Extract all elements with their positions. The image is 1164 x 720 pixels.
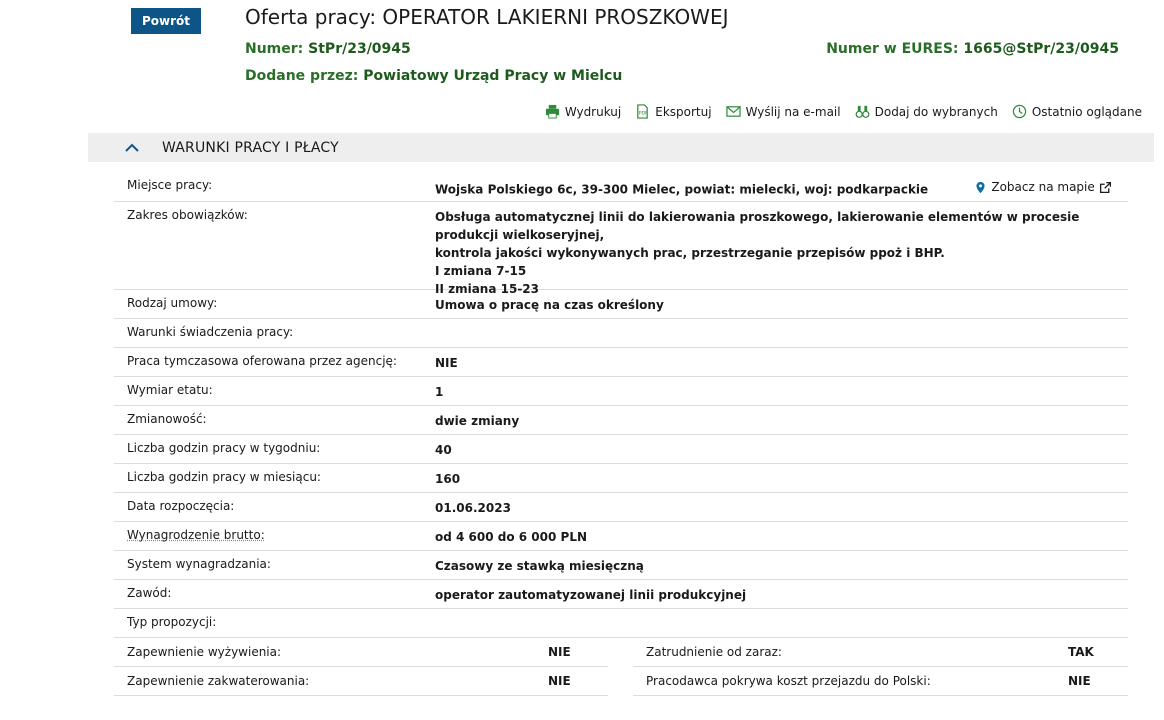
- svg-text:PDF: PDF: [639, 111, 649, 117]
- table-row: [114, 667, 1128, 696]
- proposal-details: [114, 638, 1128, 696]
- table-row: [114, 377, 1128, 406]
- row-label: Wymiar etatu:: [127, 383, 213, 397]
- row-value: Czasowy ze stawką miesięczną: [435, 559, 644, 573]
- row-label: Typ propozycji:: [127, 615, 217, 629]
- row-label: Pracodawca pokrywa koszt przejazdu do Polski:: [646, 674, 931, 688]
- export-label: Eksportuj: [655, 104, 712, 119]
- table-row: [114, 522, 1128, 551]
- offer-number-value: StPr/23/0945: [308, 41, 411, 57]
- row-value: NIE: [1068, 674, 1091, 688]
- table-row: [114, 609, 1128, 638]
- row-label: Data rozpoczęcia:: [127, 499, 235, 513]
- row-label: Rodzaj umowy:: [127, 296, 218, 310]
- add-favorite-button[interactable]: [855, 104, 998, 119]
- table-row: [114, 202, 1128, 296]
- duties-line: II zmiana 15-23: [435, 282, 540, 296]
- envelope-icon: [726, 104, 741, 119]
- export-button[interactable]: [635, 104, 711, 119]
- row-value: od 4 600 do 6 000 PLN: [435, 530, 588, 544]
- row-label: Zmianowość:: [127, 412, 207, 426]
- email-button[interactable]: [726, 104, 841, 119]
- table-row: [114, 290, 1128, 319]
- email-label: Wyślij na e-mail: [745, 104, 841, 119]
- row-value: Umowa o pracę na czas określony: [435, 298, 664, 312]
- row-label: Liczba godzin pracy w tygodniu:: [127, 441, 321, 455]
- half-row-meals: [114, 638, 608, 667]
- map-pin-icon: [974, 181, 987, 194]
- table-row: [114, 348, 1128, 377]
- row-label: Zatrudnienie od zaraz:: [646, 645, 782, 659]
- toolbar: [545, 104, 1142, 119]
- external-link-icon: [1099, 181, 1112, 194]
- row-value: 160: [435, 472, 461, 486]
- table-row: [114, 435, 1128, 464]
- row-value: NIE: [548, 674, 571, 688]
- table-row: [114, 172, 1128, 202]
- row-label: Miejsce pracy:: [127, 178, 213, 192]
- print-button[interactable]: [545, 104, 621, 119]
- row-value: operator zautomatyzowanej linii produkcyjnej: [435, 588, 747, 602]
- page-title: Oferta pracy: OPERATOR LAKIERNI PROSZKOWEJ: [245, 5, 729, 29]
- row-label: Zakres obowiązków:: [127, 208, 248, 222]
- export-pdf-icon: [635, 104, 650, 119]
- back-button[interactable]: Powrót: [131, 8, 201, 34]
- row-value: [435, 609, 1128, 615]
- row-value: dwie zmiany: [435, 414, 520, 428]
- row-value: 40: [435, 443, 452, 457]
- row-value: TAK: [1068, 645, 1094, 659]
- section-header[interactable]: [88, 133, 1154, 162]
- added-by-label: Dodane przez:: [245, 68, 359, 84]
- binoculars-icon: [855, 104, 870, 119]
- table-row: [114, 406, 1128, 435]
- duties-line: kontrola jakości wykonywanych prac, przestrzeganie przepisów ppoż i BHP.: [435, 246, 945, 260]
- row-value: NIE: [435, 356, 458, 370]
- recently-viewed-button[interactable]: [1012, 104, 1142, 119]
- eures-number-label: Numer w EURES:: [826, 41, 959, 57]
- chevron-up-icon[interactable]: [124, 140, 140, 156]
- row-value: NIE: [548, 645, 571, 659]
- row-value: 1: [435, 385, 444, 399]
- eures-number: [826, 41, 1119, 57]
- workplace-address: Wojska Polskiego 6c, 39-300 Mielec, powiat: mielecki, woj: podkarpackie: [435, 182, 929, 197]
- offer-number: [245, 41, 411, 57]
- table-row: [114, 638, 1128, 667]
- offer-number-label: Numer:: [245, 41, 304, 57]
- map-link-label: Zobacz na mapie: [991, 180, 1095, 194]
- clock-icon: [1012, 104, 1027, 119]
- section-title: WARUNKI PRACY I PŁACY: [162, 139, 339, 156]
- row-value: [435, 202, 1128, 298]
- eures-number-value: 1665@StPr/23/0945: [963, 41, 1119, 57]
- half-row-accommodation: [114, 667, 608, 696]
- map-link[interactable]: [974, 178, 1111, 196]
- row-label: Praca tymczasowa oferowana przez agencję:: [127, 354, 397, 368]
- table-row: [114, 464, 1128, 493]
- table-row: [114, 319, 1128, 348]
- duties-line: I zmiana 7-15: [435, 264, 527, 278]
- print-label: Wydrukuj: [564, 104, 622, 119]
- row-label: System wynagradzania:: [127, 557, 271, 571]
- recently-viewed-label: Ostatnio oglądane: [1031, 104, 1142, 119]
- table-row: [114, 551, 1128, 580]
- row-value: [435, 319, 1128, 325]
- salary-label[interactable]: Wynagrodzenie brutto:: [127, 528, 265, 542]
- added-by-value: Powiatowy Urząd Pracy w Mielcu: [363, 68, 623, 84]
- printer-icon: [545, 104, 560, 119]
- row-label: Zawód:: [127, 586, 172, 600]
- add-favorite-label: Dodaj do wybranych: [874, 104, 998, 119]
- half-row-immediate: [633, 638, 1128, 667]
- row-label: [114, 522, 435, 542]
- row-value: 01.06.2023: [435, 501, 511, 515]
- table-row: [114, 493, 1128, 522]
- table-row: [114, 580, 1128, 609]
- row-label: Liczba godzin pracy w miesiącu:: [127, 470, 321, 484]
- row-label: Zapewnienie wyżywienia:: [127, 645, 282, 659]
- row-label: Zapewnienie zakwaterowania:: [127, 674, 310, 688]
- row-value: [435, 172, 1128, 199]
- half-row-travel: [633, 667, 1128, 696]
- row-label: Warunki świadczenia pracy:: [127, 325, 294, 339]
- conditions-table: [114, 172, 1128, 638]
- duties-line: Obsługa automatycznej linii do lakierowania proszkowego, lakierowanie elementów w procesie produkcji wielkoseryjnej,: [435, 210, 1080, 242]
- added-by: [245, 68, 622, 84]
